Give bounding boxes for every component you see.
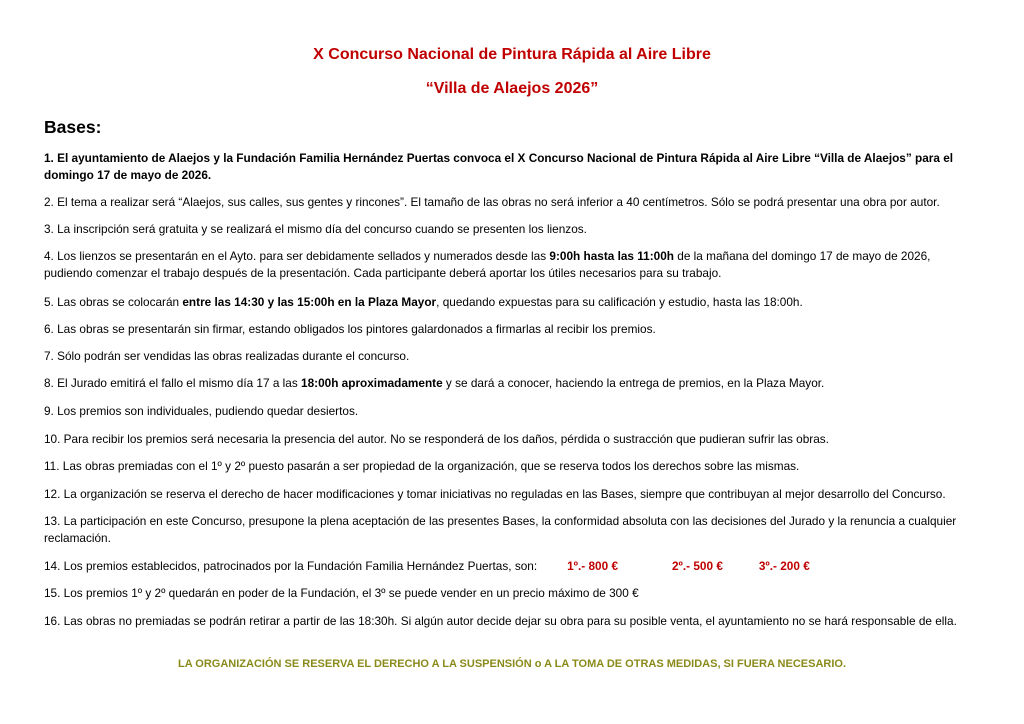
- rule-11: 11. Las obras premiadas con el 1º y 2º puesto pasarán a ser propiedad de la organización, que se reserva todos los derechos sobre las mismas.: [44, 459, 800, 473]
- rule-7: 7. Sólo podrán ser vendidas las obras realizadas durante el concurso.: [44, 349, 410, 363]
- bases-heading: Bases:: [44, 117, 102, 137]
- rule-2: 2. El tema a realizar será “Alaejos, sus calles, sus gentes y rincones”. El tamaño de las obras no será inferior a 40 centímetros. Sólo se podrá presentar una obra por autor.: [44, 195, 940, 209]
- rule-8-text-c: y se dará a conocer, haciendo la entrega de premios, en la Plaza Mayor.: [442, 376, 825, 390]
- rule-8-time: 18:00h aproximadamente: [301, 376, 443, 390]
- prize-first: 1º.- 800 €: [567, 559, 618, 573]
- rule-16: 16. Las obras no premiadas se podrán retirar a partir de las 18:30h. Si algún autor decide dejar su obra para su posible venta, el ayuntamiento no se hará responsable de ella.: [44, 614, 957, 628]
- rule-4-time: 9:00h hasta las 11:00h: [549, 249, 674, 263]
- rule-5: [44, 294, 979, 311]
- rule-10: 10. Para recibir los premios será necesaria la presencia del autor. No se responderá de los daños, pérdida o sustracción que pudieran sufrir las obras.: [44, 432, 829, 446]
- rule-8-text-a: 8. El Jurado emitirá el fallo el mismo día 17 a las: [44, 376, 302, 390]
- document-title: X Concurso Nacional de Pintura Rápida al Aire Libre: [313, 46, 711, 63]
- footer-notice: LA ORGANIZACIÓN SE RESERVA EL DERECHO A LA SUSPENSIÓN o A LA TOMA DE OTRAS MEDIDAS, SI FUERA NECESARIO.: [178, 658, 846, 670]
- rule-4-text-c: de la mañana del domingo 17 de mayo de 2026, pudiendo comenzar el trabajo después de la presentación. Cada participante deberá aportar los útiles necesarios para su trabajo.: [44, 249, 931, 280]
- rule-14: [44, 558, 979, 575]
- rule-4-text-a: 4. Los lienzos se presentarán en el Ayto. para ser debidamente sellados y numerados desde las: [44, 249, 550, 263]
- rule-5-text-a: 5. Las obras se colocarán: [44, 295, 183, 309]
- prize-third: 3º.- 200 €: [758, 559, 810, 573]
- rule-5-text-c: , quedando expuestas para su calificación y estudio, hasta las 18:00h.: [436, 295, 803, 309]
- rule-12: 12. La organización se reserva el derecho de hacer modificaciones y tomar iniciativas no reguladas en las Bases, siempre que contribuyan al mejor desarrollo del Concurso.: [44, 487, 946, 501]
- rule-13: 13. La participación en este Concurso, presupone la plena aceptación de las presentes Bases, la conformidad absoluta con las decisiones del Jurado y la renuncia a cualquier reclamación.: [44, 514, 957, 545]
- rule-6: 6. Las obras se presentarán sin firmar, estando obligados los pintores galardonados a firmarlas al recibir los premios.: [44, 322, 656, 336]
- document-subtitle: “Villa de Alaejos 2026”: [425, 80, 599, 97]
- rule-9: 9. Los premios son individuales, pudiendo quedar desiertos.: [44, 404, 359, 418]
- rule-14-text: 14. Los premios establecidos, patrocinados por la Fundación Familia Hernández Puertas, son:: [44, 559, 538, 573]
- rule-3: 3. La inscripción será gratuita y se realizará el mismo día del concurso cuando se presenten los lienzos.: [44, 222, 587, 236]
- rule-15: 15. Los premios 1º y 2º quedarán en poder de la Fundación, el 3º se puede vender en un precio máximo de 300 €: [44, 586, 639, 600]
- rule-1: 1. El ayuntamiento de Alaejos y la Fundación Familia Hernández Puertas convoca el X Concurso Nacional de Pintura Rápida al Aire Libre “Villa de Alaejos” para el domingo 17 de mayo de 2026.: [44, 151, 954, 182]
- rule-8: [44, 375, 979, 392]
- rule-4: [44, 248, 979, 282]
- rule-5-time-place: entre las 14:30 y las 15:00h en la Plaza Mayor: [182, 295, 437, 309]
- prize-second: 2º.- 500 €: [672, 559, 723, 573]
